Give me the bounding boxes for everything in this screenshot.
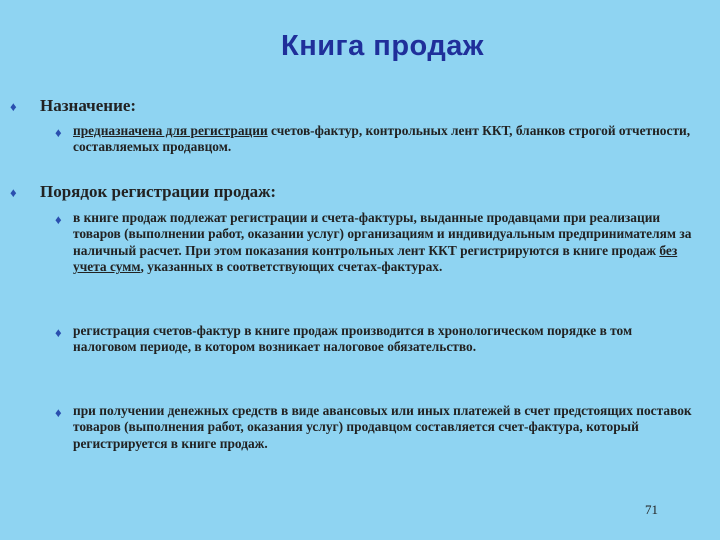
bullet-icon: ♦ [55,325,62,340]
procedure-paragraph-1 [73,210,693,276]
bullet-icon: ♦ [10,99,17,114]
section-heading-procedure: Порядок регистрации продаж: [40,182,277,201]
paragraph-text: счетов-фактур, контрольных лент ККТ, бланков строгой отчетности, составляемых продавцом. [73,123,691,155]
procedure-paragraph-2: регистрация счетов-фактур в книге продаж производится в хронологическом порядке в том налоговом периоде, в котором возникает налоговое обязательство. [73,323,633,355]
slide-title: Книга продаж [281,30,484,62]
paragraph-text: , указанных в соответствующих счетах-фактурах. [140,259,443,275]
bullet-icon: ♦ [55,212,62,227]
procedure-paragraph-3: при получении денежных средств в виде авансовых или иных платежей в счет предстоящих поставок товаров (выполнения работ, оказания услуг) продавцом составляется счет-фактура, который регистрируется в книге продаж. [73,403,692,451]
paragraph-text: в книге продаж подлежат регистрации и счета-фактуры, выданные продавцами при реализации товаров (выполнении работ, оказании услуг) организациям и индивидуальным предпринимателям за наличный расчет. При этом показания контрольных лент ККТ регистрируются в книге продаж [73,210,692,258]
bullet-icon: ♦ [10,185,17,200]
page-number: 71 [645,502,658,517]
bullet-icon: ♦ [55,125,62,140]
bullet-icon: ♦ [55,405,62,420]
underlined-text: предназначена для регистрации [73,123,268,138]
underlined-text: без учета сумм [73,242,678,275]
purpose-paragraph [73,123,693,156]
section-heading-purpose: Назначение: [40,96,137,115]
